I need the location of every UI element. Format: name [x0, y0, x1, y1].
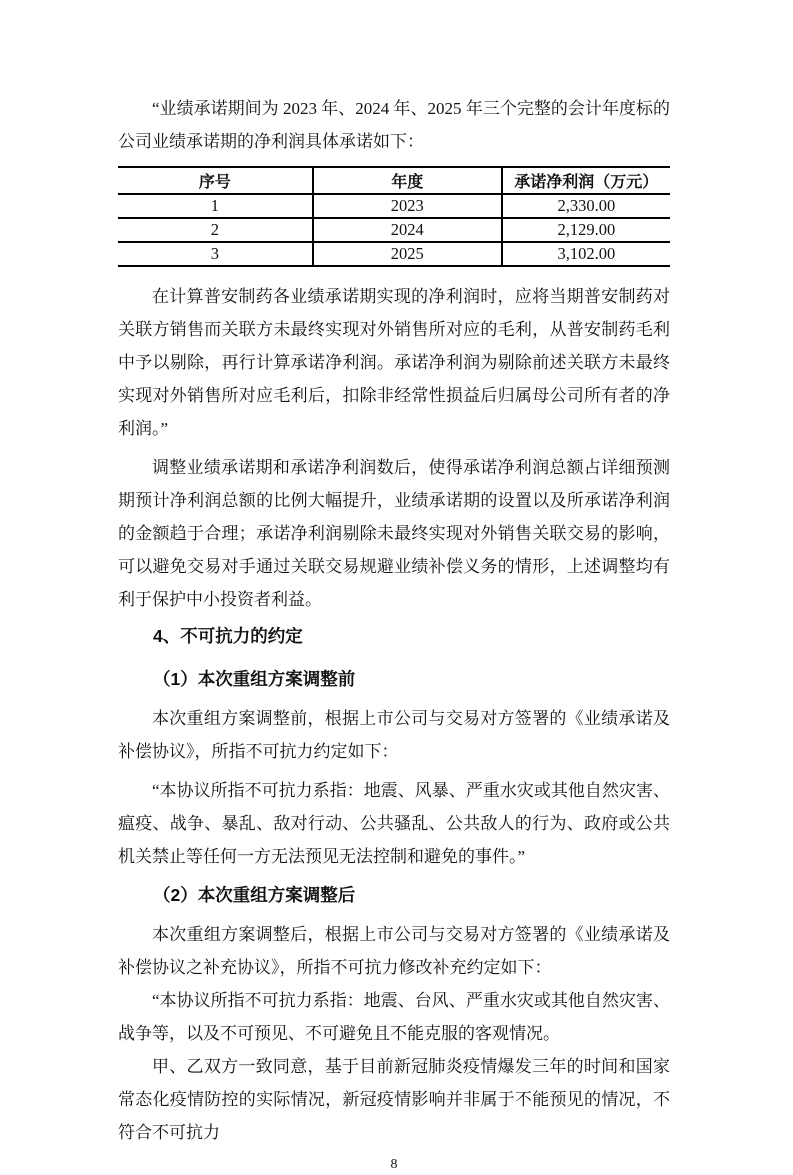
paragraph-adjustment-rationale: 调整业绩承诺期和承诺净利润数后，使得承诺净利润总额占详细预测期预计净利润总额的比例大幅提升，业绩承诺期的设置以及所承诺净利润的金额趋于合理；承诺净利润剔除未最终实现对外销售关联交易的影响，可以避免交易对手通过关联交易规避业绩补偿义务的情形，上述调整均有利于保护中小投资者利益。 [118, 458, 670, 609]
table-cell-profit: 2,129.00 [502, 218, 670, 242]
table-cell-seq: 3 [118, 242, 313, 266]
table-cell-profit: 2,330.00 [502, 194, 670, 218]
table-row [118, 218, 670, 242]
table-cell-seq: 2 [118, 218, 313, 242]
paragraph-intro: “业绩承诺期间为 2023 年、2024 年、2025 年三个完整的会计年度标的公司业绩承诺期的净利润具体承诺如下： [118, 99, 670, 151]
table-header-row [118, 167, 670, 194]
table-cell-profit: 3,102.00 [502, 242, 670, 266]
paragraph-covid-agreement: 甲、乙双方一致同意，基于目前新冠肺炎疫情爆发三年的时间和国家常态化疫情防控的实际情况，新冠疫情影响并非属于不能预见的情况，不符合不可抗力 [118, 1057, 670, 1142]
paragraph-before-adjustment-quote: “本协议所指不可抗力系指：地震、风暴、严重水灾或其他自然灾害、瘟疫、战争、暴乱、敌对行动、公共骚乱、公共敌人的行为、政府或公共机关禁止等任何一方无法预见无法控制和避免的事件。” [118, 781, 670, 866]
table-header-seq: 序号 [118, 167, 313, 194]
table-row [118, 242, 670, 266]
table-row [118, 194, 670, 218]
page-number: 8 [390, 1157, 398, 1172]
profit-commitment-table [118, 166, 670, 267]
paragraph-after-adjustment-intro: 本次重组方案调整后，根据上市公司与交易对方签署的《业绩承诺及补偿协议之补充协议》，所指不可抗力修改补充约定如下： [118, 925, 670, 977]
table-header-year: 年度 [313, 167, 502, 194]
table-cell-seq: 1 [118, 194, 313, 218]
table-cell-year: 2024 [313, 218, 502, 242]
table-cell-year: 2023 [313, 194, 502, 218]
heading-before-adjustment: （1）本次重组方案调整前 [153, 669, 356, 689]
paragraph-after-adjustment-quote: “本协议所指不可抗力系指：地震、台风、严重水灾或其他自然灾害、战争等，以及不可预见、不可避免且不能克服的客观情况。 [118, 991, 670, 1043]
table-cell-year: 2025 [313, 242, 502, 266]
table-header-profit: 承诺净利润（万元） [502, 167, 670, 194]
heading-after-adjustment: （2）本次重组方案调整后 [153, 885, 356, 905]
paragraph-before-adjustment-intro: 本次重组方案调整前，根据上市公司与交易对方签署的《业绩承诺及补偿协议》，所指不可抗力约定如下： [118, 709, 670, 761]
heading-force-majeure: 4、不可抗力的约定 [153, 626, 303, 646]
paragraph-profit-calculation: 在计算普安制药各业绩承诺期实现的净利润时，应将当期普安制药对关联方销售而关联方未最终实现对外销售所对应的毛利，从普安制药毛利中予以剔除，再行计算承诺净利润。承诺净利润为剔除前述关联方未最终实现对外销售所对应毛利后，扣除非经常性损益后归属母公司所有者的净利润。” [118, 287, 670, 438]
